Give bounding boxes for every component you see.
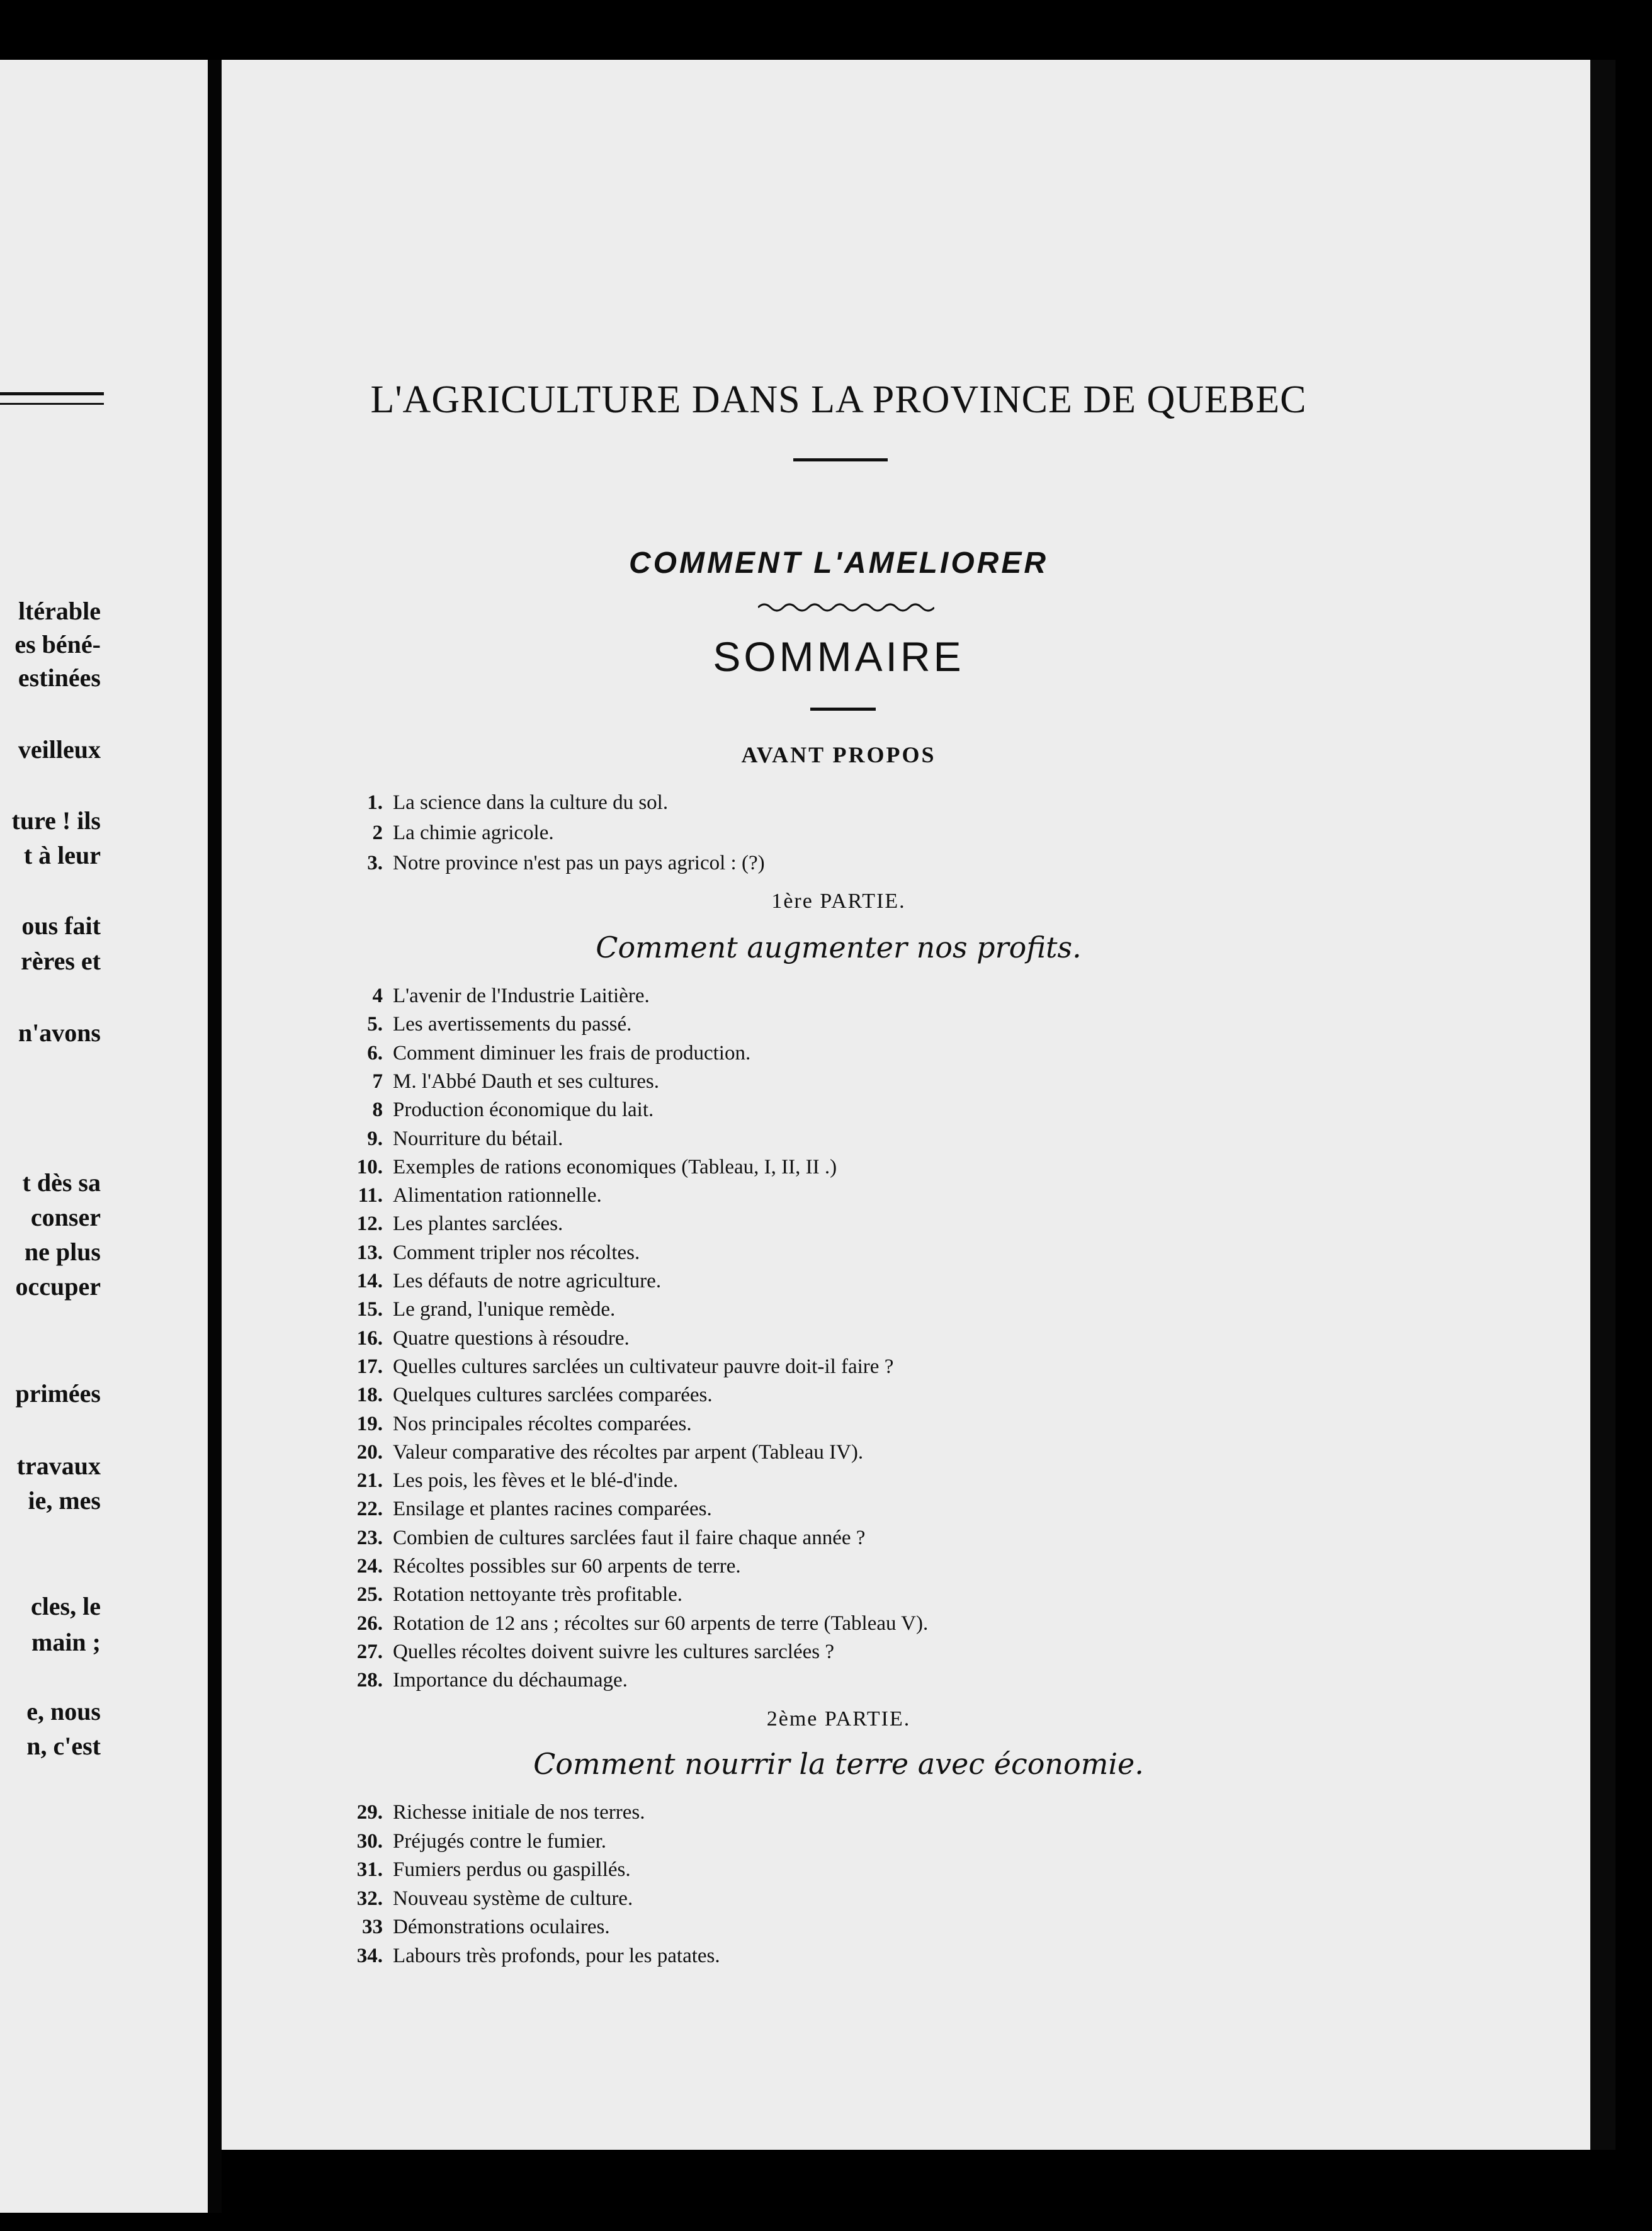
left-page-line: ie, mes (28, 1486, 101, 1515)
toc-item (335, 1327, 630, 1350)
toc-item-number: 21. (356, 1469, 383, 1493)
left-page-rule (0, 392, 104, 395)
left-page-line: rères et (21, 947, 101, 975)
toc-item (335, 1156, 837, 1179)
toc-item-text: Nos principales récoltes comparées. (393, 1412, 692, 1435)
left-page-line: primées (15, 1379, 101, 1408)
toc-item (335, 985, 650, 1008)
toc-item-number: 22. (356, 1498, 383, 1521)
toc-item-text: Ensilage et plantes racines comparées. (393, 1498, 712, 1521)
toc-item (335, 1441, 863, 1464)
left-page-line: ltérable (18, 597, 101, 625)
sommaire-heading: SOMMAIRE (713, 633, 965, 680)
toc-item-text: Nourriture du bétail. (393, 1127, 563, 1150)
toc-item-number: 27. (356, 1640, 383, 1663)
toc-item (335, 1498, 712, 1521)
toc-item-number: 9. (367, 1127, 383, 1150)
toc-item-number: 34. (356, 1945, 383, 1967)
toc-item-number: 5. (367, 1013, 383, 1036)
toc-item-text: Fumiers perdus ou gaspillés. (393, 1858, 631, 1882)
toc-item (335, 1355, 893, 1379)
toc-item-number: 19. (356, 1412, 383, 1435)
toc-item (335, 852, 765, 875)
toc-item (335, 1583, 682, 1607)
toc-item (335, 1916, 610, 1939)
toc-item (335, 1858, 631, 1882)
toc-item-number: 33 (362, 1916, 383, 1939)
toc-item-text: Combien de cultures sarclées faut il faire chaque année ? (393, 1526, 866, 1549)
left-page-line: occuper (15, 1272, 101, 1301)
toc-item-text: Rotation nettoyante très profitable. (393, 1583, 683, 1607)
toc-item (335, 1298, 615, 1321)
toc-item (335, 1527, 865, 1550)
toc-item-text: Importance du déchaumage. (393, 1669, 628, 1692)
toc-item-number: 28. (356, 1669, 383, 1692)
left-page-line: t à leur (23, 841, 101, 869)
left-page-line: travaux (16, 1452, 101, 1480)
toc-item-number: 23. (356, 1526, 383, 1549)
toc-item-text: Quatre questions à résoudre. (393, 1326, 630, 1350)
left-page-line: e, nous (26, 1697, 101, 1725)
toc-item-text: Comment diminuer les frais de production. (393, 1041, 751, 1065)
toc-item-text: Préjugés contre le fumier. (393, 1829, 607, 1853)
left-page-rule (0, 403, 104, 405)
toc-item-text: Richesse initiale de nos terres. (393, 1801, 645, 1824)
toc-item (335, 1042, 750, 1065)
toc-item (335, 1241, 640, 1265)
toc-item-text: Démonstrations oculaires. (393, 1916, 610, 1939)
toc-item-number: 20. (356, 1440, 383, 1464)
toc-item-text: Les avertissements du passé. (393, 1013, 632, 1036)
toc-item-number: 14. (356, 1270, 383, 1292)
toc-item-text: Nouveau système de culture. (393, 1887, 633, 1910)
toc-item-text: Quelques cultures sarclées comparées. (393, 1384, 713, 1407)
toc-item (335, 1013, 631, 1036)
toc-item-number: 24. (356, 1555, 383, 1578)
toc-item-number: 25. (356, 1583, 383, 1607)
toc-item (335, 1070, 659, 1093)
toc-item-text: M. l'Abbé Dauth et ses cultures. (393, 1070, 659, 1093)
sommaire-rule (810, 708, 876, 711)
toc-item-number: 17. (356, 1355, 383, 1378)
toc-item-text: La chimie agricole. (393, 822, 554, 844)
toc-item-text: Quelles récoltes doivent suivre les cultures sarclées ? (393, 1640, 834, 1663)
toc-item-number: 30. (356, 1829, 383, 1853)
toc-item-number: 15. (356, 1298, 383, 1321)
toc-item-number: 11. (358, 1184, 383, 1207)
toc-item (335, 1801, 645, 1824)
wavy-rule (758, 600, 934, 615)
left-page-line: n'avons (18, 1019, 101, 1047)
left-page-line: ne plus (24, 1238, 101, 1266)
toc-item-number: 6. (367, 1041, 383, 1065)
toc-item-text: Notre province n'est pas un pays agricol : (?) (393, 852, 765, 874)
toc-item-number: 32. (356, 1887, 383, 1910)
page-edge (1590, 60, 1615, 2150)
toc-item-text: Alimentation rationnelle. (393, 1184, 602, 1207)
toc-item-text: L'avenir de l'Industrie Laitière. (393, 985, 650, 1007)
toc-item (335, 1887, 633, 1911)
toc-item (335, 822, 554, 845)
toc-item (335, 1384, 713, 1407)
toc-item-number: 31. (356, 1858, 383, 1882)
toc-item-text: Quelles cultures sarclées un cultivateur pauvre doit-il faire ? (393, 1355, 894, 1378)
left-page-line: t dès sa (22, 1168, 101, 1197)
toc-item (335, 1184, 602, 1207)
toc-item-number: 3. (367, 852, 383, 874)
left-page-line: conser (30, 1203, 101, 1231)
toc-item (335, 1212, 563, 1236)
toc-item-text: Production économique du lait. (393, 1099, 654, 1122)
toc-item (335, 1612, 928, 1635)
toc-item (335, 1469, 678, 1493)
toc-item-text: La science dans la culture du sol. (393, 791, 669, 814)
toc-item-number: 4 (372, 985, 383, 1007)
toc-item-number: 29. (356, 1801, 383, 1824)
toc-item-text: Les défauts de notre agriculture. (393, 1270, 662, 1292)
left-page-line: main ; (31, 1628, 101, 1656)
toc-item (335, 1641, 834, 1664)
partie2-label: 2ème PARTIE. (766, 1707, 911, 1731)
toc-item (335, 1830, 606, 1853)
toc-item-number: 2 (372, 822, 383, 844)
toc-item-text: Rotation de 12 ans ; récoltes sur 60 arpents de terre (Tableau V). (393, 1612, 929, 1635)
toc-item-text: Exemples de rations economiques (Tableau, I, II, II .) (393, 1155, 837, 1178)
toc-item-number: 26. (356, 1612, 383, 1635)
toc-item-number: 13. (356, 1241, 383, 1264)
page-subtitle: COMMENT L'AMELIORER (628, 546, 1049, 580)
toc-item-text: Comment tripler nos récoltes. (393, 1241, 640, 1264)
toc-item-number: 10. (356, 1155, 383, 1178)
toc-item-text: Le grand, l'unique remède. (393, 1298, 616, 1321)
toc-item (335, 1099, 653, 1122)
toc-item (335, 1945, 720, 1968)
page-title: L'AGRICULTURE DANS LA PROVINCE DE QUEBEC (370, 378, 1307, 421)
left-page-line: es béné- (14, 630, 101, 658)
partie1-label: 1ère PARTIE. (771, 890, 906, 913)
book-spine (208, 60, 222, 2213)
toc-item-text: Les pois, les fèves et le blé-d'inde. (393, 1469, 679, 1493)
right-page (222, 60, 1590, 2150)
left-page-line: ous fait (21, 912, 101, 940)
toc-item (335, 791, 668, 815)
partie1-title: Comment augmenter nos profits. (596, 930, 1082, 964)
title-rule (793, 458, 888, 461)
left-page-line: ture ! ils (11, 806, 101, 835)
toc-item-number: 16. (356, 1326, 383, 1350)
toc-item-number: 7 (372, 1070, 383, 1093)
toc-item (335, 1555, 741, 1578)
partie2-title: Comment nourrir la terre avec économie. (533, 1747, 1144, 1781)
toc-item-text: Labours très profonds, pour les patates. (393, 1945, 720, 1967)
toc-item (335, 1270, 661, 1293)
left-page-line: n, c'est (26, 1732, 101, 1760)
toc-item-text: Les plantes sarclées. (393, 1212, 563, 1236)
toc-item-number: 18. (356, 1384, 383, 1407)
left-page (0, 60, 208, 2213)
left-page-line: cles, le (30, 1592, 101, 1620)
left-page-line: veilleux (18, 735, 101, 764)
left-page-line: estinées (18, 664, 101, 692)
toc-item-text: Valeur comparative des récoltes par arpent (Tableau IV). (393, 1440, 864, 1464)
toc-item (335, 1669, 628, 1692)
toc-item (335, 1413, 692, 1436)
toc-item-number: 12. (356, 1212, 383, 1236)
toc-item-number: 8 (372, 1099, 383, 1122)
toc-item (335, 1127, 563, 1151)
avant-propos-heading: AVANT PROPOS (741, 742, 936, 767)
toc-item-text: Récoltes possibles sur 60 arpents de terre. (393, 1555, 741, 1578)
toc-item-number: 1. (367, 791, 383, 814)
